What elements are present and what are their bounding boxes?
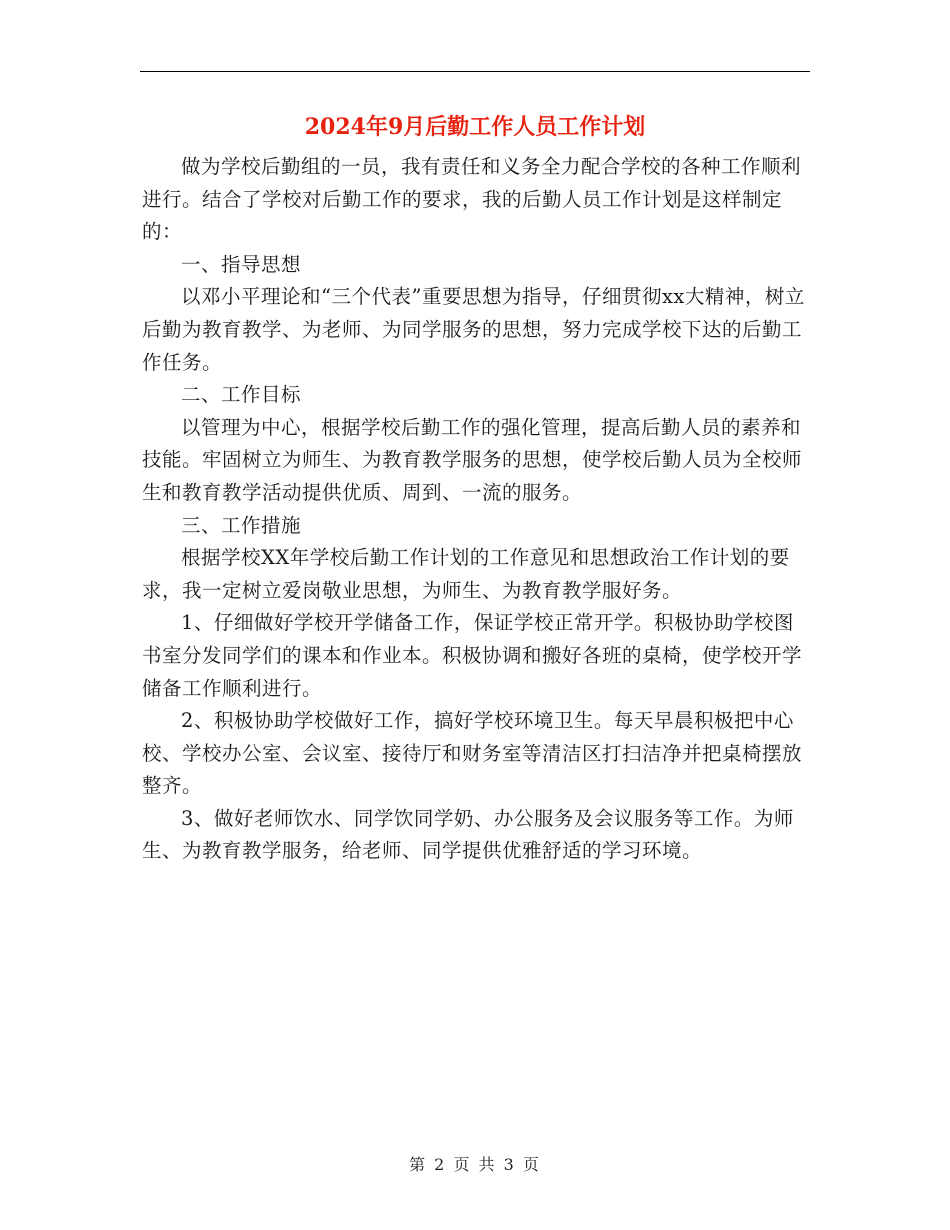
guiding-ideology-paragraph: 以邓小平理论和“三个代表”重要思想为指导，仔细贯彻xx大精神，树立后勤为教育教学、为老师、为同学服务的思想，努力完成学校下达的后勤工作任务。 <box>142 285 805 374</box>
measure-item-3: 3、做好老师饮水、同学饮同学奶、办公服务及会议服务等工作。为师生、为教育教学服务，给老师、同学提供优雅舒适的学习环境。 <box>142 806 794 863</box>
document-body <box>142 151 808 868</box>
work-goals-paragraph: 以管理为中心，根据学校后勤工作的强化管理，提高后勤人员的素养和技能。牢固树立为师生、为教育教学服务的思想，使学校后勤人员为全校师生和教育教学活动提供优质、周到、一流的服务。 <box>142 415 803 504</box>
intro-paragraph: 做为学校后勤组的一员，我有责任和义务全力配合学校的各种工作顺利进行。结合了学校对后勤工作的要求，我的后勤人员工作计划是这样制定的： <box>142 155 802 244</box>
document-title: 2024年9月后勤工作人员工作计划 <box>304 114 646 140</box>
section-heading-work-goals: 二、工作目标 <box>181 383 302 407</box>
section-heading-guiding-ideology: 一、指导思想 <box>181 252 302 276</box>
page-number: 第 2 页 共 3 页 <box>409 1155 541 1174</box>
measure-item-1: 1、仔细做好学校开学储备工作，保证学校正常开学。积极协助学校图书室分发同学们的课本和作业本。积极协调和搬好各班的桌椅，使学校开学储备工作顺利进行。 <box>142 611 803 700</box>
header-rule <box>140 71 810 72</box>
measure-item-2: 2、积极协助学校做好工作，搞好学校环境卫生。每天早晨积极把中心校、学校办公室、会议室、接待厅和财务室等清洁区打扫洁净并把桌椅摆放整齐。 <box>142 709 803 798</box>
work-measures-paragraph: 根据学校XX年学校后勤工作计划的工作意见和思想政治工作计划的要求，我一定树立爱岗敬业思想，为师生、为教育教学服好务。 <box>142 546 790 602</box>
section-heading-work-measures: 三、工作措施 <box>181 513 302 537</box>
